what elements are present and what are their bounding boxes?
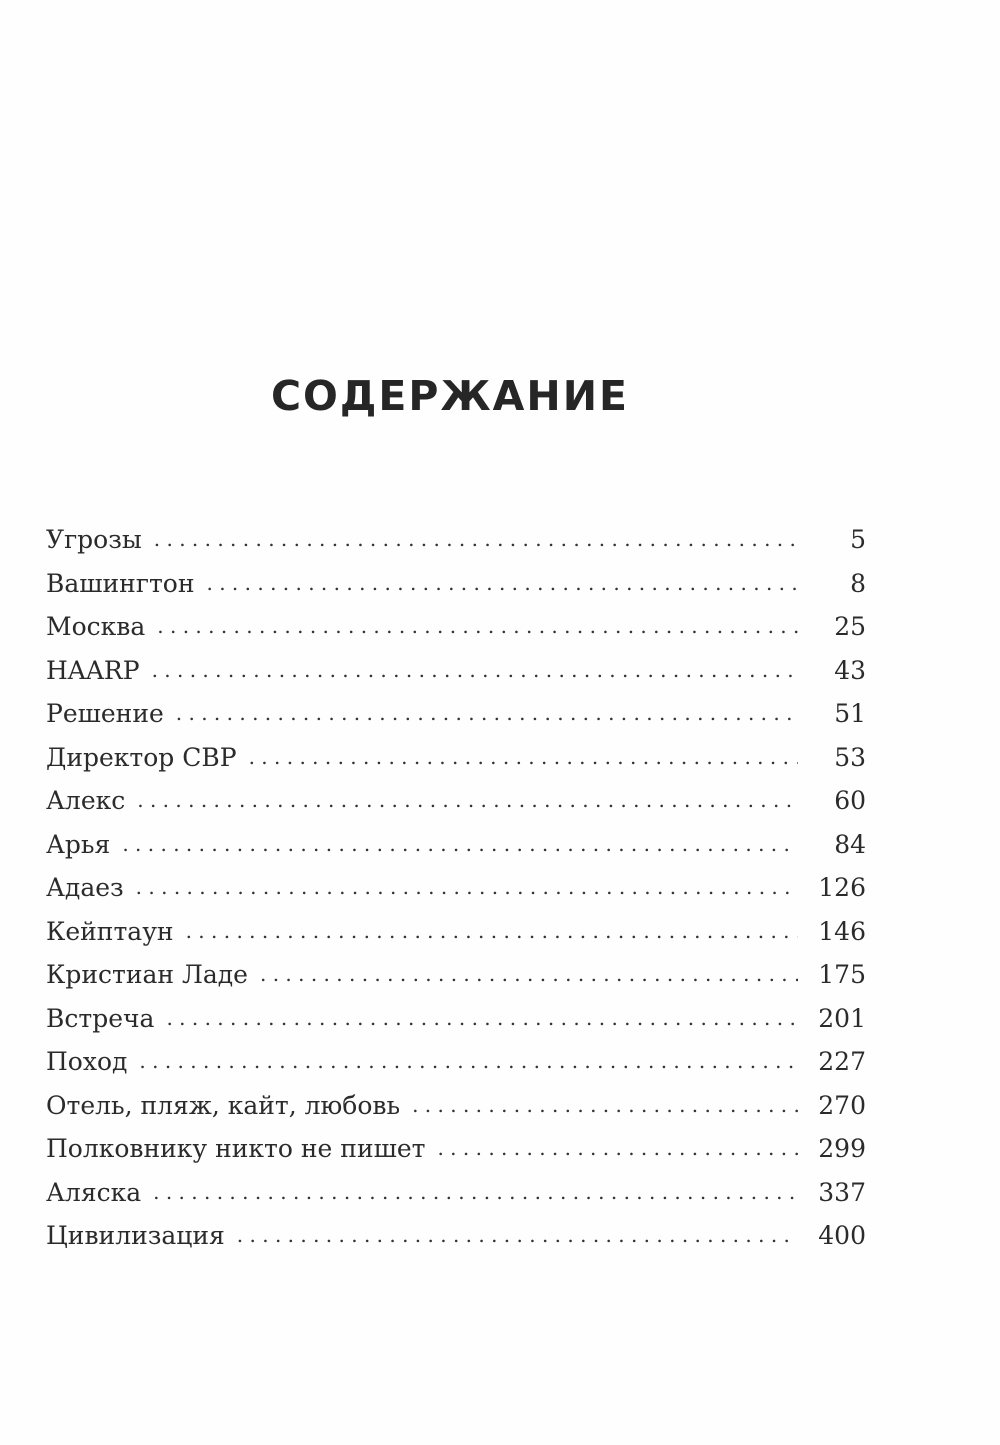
toc-entry-page: 84: [834, 829, 866, 859]
toc-entry: [46, 873, 866, 917]
toc-entry: [46, 699, 866, 743]
dot-leader: [412, 1093, 798, 1117]
toc-entry-page: 146: [818, 916, 866, 946]
toc-entry-page: 51: [834, 699, 866, 728]
toc-entry-page: 8: [850, 568, 866, 598]
toc-entry-page: 60: [834, 786, 866, 815]
toc-entry-page: 25: [834, 612, 866, 641]
toc-entry-title: Арья: [46, 829, 111, 859]
toc-entry-title: HAARP: [46, 655, 140, 685]
toc-entry: [46, 743, 866, 787]
toc-entry-title: Цивилизация: [46, 1221, 225, 1250]
toc-entry-title: Угрозы: [46, 525, 142, 554]
toc-entry-page: 227: [818, 1047, 866, 1076]
toc-entry: [46, 1178, 866, 1222]
toc-entry-title: Кейптаун: [46, 916, 174, 946]
dot-leader: [152, 658, 798, 682]
toc-entry: [46, 830, 866, 874]
dot-leader: [237, 1223, 798, 1247]
toc-entry-title: Алекс: [46, 786, 126, 815]
toc-entry-page: 201: [818, 1003, 866, 1033]
dot-leader: [207, 571, 799, 595]
toc-entry-title: Встреча: [46, 1003, 155, 1033]
dot-leader: [154, 527, 798, 551]
dot-leader: [176, 701, 798, 725]
toc-entry: [46, 917, 866, 961]
dot-leader: [122, 832, 798, 856]
toc-entry-title: Директор СВР: [46, 742, 237, 772]
toc-entry-title: Москва: [46, 612, 146, 641]
toc-entry: [46, 1047, 866, 1091]
toc-entry-page: 53: [834, 742, 866, 772]
dot-leader: [249, 745, 798, 769]
toc-entry: [46, 1004, 866, 1048]
dot-leader: [166, 1006, 798, 1030]
toc-entry-title: Адаез: [46, 873, 124, 902]
table-of-contents: [46, 525, 866, 1265]
dot-leader: [137, 788, 798, 812]
dot-leader: [186, 919, 798, 943]
toc-entry-title: Кристиан Ладе: [46, 960, 248, 989]
toc-entry-page: 5: [850, 525, 866, 554]
dot-leader: [437, 1136, 798, 1160]
toc-entry-title: Решение: [46, 699, 164, 728]
dot-leader: [260, 962, 798, 986]
toc-entry-page: 400: [818, 1221, 866, 1250]
toc-entry-page: 299: [818, 1134, 866, 1163]
toc-entry-page: 270: [818, 1090, 866, 1120]
dot-leader: [153, 1180, 798, 1204]
dot-leader: [136, 875, 798, 899]
toc-entry: [46, 786, 866, 830]
page-title: СОДЕРЖАНИЕ: [270, 372, 630, 420]
toc-entry: [46, 656, 866, 700]
toc-entry: [46, 525, 866, 569]
toc-entry-page: 43: [834, 655, 866, 685]
toc-entry: [46, 1091, 866, 1135]
toc-entry: [46, 960, 866, 1004]
toc-entry: [46, 612, 866, 656]
toc-entry-title: Поход: [46, 1047, 128, 1076]
toc-entry-title: Отель, пляж, кайт, любовь: [46, 1090, 401, 1120]
toc-entry-title: Полковнику никто не пишет: [46, 1134, 426, 1163]
dot-leader: [157, 614, 798, 638]
toc-entry-title: Вашингтон: [46, 568, 195, 598]
toc-entry: [46, 569, 866, 613]
dot-leader: [139, 1049, 798, 1073]
toc-entry-page: 126: [818, 873, 866, 902]
toc-entry: [46, 1221, 866, 1265]
toc-entry-page: 175: [818, 960, 866, 989]
toc-entry-page: 337: [818, 1177, 866, 1207]
toc-entry-title: Аляска: [46, 1177, 142, 1207]
toc-entry: [46, 1134, 866, 1178]
